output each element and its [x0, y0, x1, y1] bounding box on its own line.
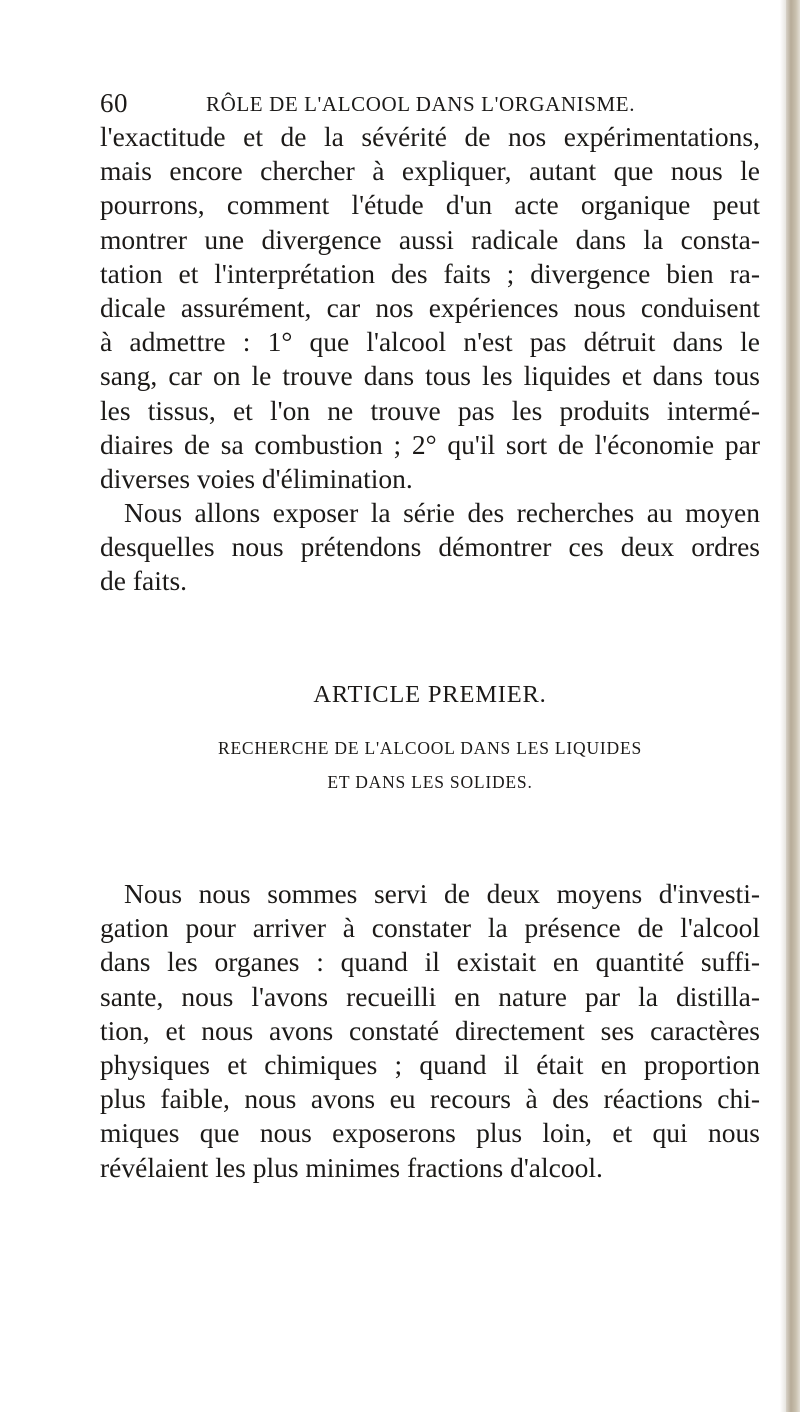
text-line: Nous allons exposer la série des recherches au moyen	[124, 497, 760, 529]
running-title: RÔLE DE L'ALCOOL DANS L'ORGANISME.	[206, 92, 636, 116]
article-subtitle: RECHERCHE DE L'ALCOOL DANS LES LIQUIDES	[217, 738, 643, 758]
text-line: montrer une divergence aussi radicale dans la consta-	[100, 223, 760, 255]
text-line: dicale assurément, car nos expériences nous conduisent	[100, 291, 760, 323]
article-subtitle: ET DANS LES SOLIDES.	[327, 772, 533, 792]
running-head	[100, 86, 660, 120]
text-line: de faits.	[100, 565, 188, 597]
text-line: gation pour arriver à constater la présence de l'alcool	[100, 912, 760, 944]
text-line: dans les organes : quand il existait en quantité suffi-	[100, 946, 760, 978]
text-line: plus faible, nous avons eu recours à des réactions chi-	[100, 1083, 760, 1115]
text-line: l'exactitude et de la sévérité de nos expérimentations,	[100, 121, 760, 152]
text-block-bottom	[100, 877, 760, 1185]
text-line: tion, et nous avons constaté directement ses caractères	[100, 1014, 760, 1046]
article-title: ARTICLE PREMIER.	[313, 681, 547, 708]
page-edge	[786, 0, 800, 1412]
text-line: tation et l'interprétation des faits ; divergence bien ra-	[100, 257, 760, 289]
text-line: mais encore chercher à expliquer, autant que nous le	[100, 155, 760, 187]
text-line: les tissus, et l'on ne trouve pas les produits intermé-	[100, 394, 760, 426]
text-line: à admettre : 1° que l'alcool n'est pas détruit dans le	[100, 326, 760, 358]
text-line: sante, nous l'avons recueilli en nature par la distilla-	[100, 980, 760, 1012]
text-line: sang, car on le trouve dans tous les liquides et dans tous	[100, 360, 760, 392]
text-line: pourrons, comment l'étude d'un acte organique peut	[100, 189, 760, 221]
text-block-top	[100, 120, 760, 599]
text-line: Nous nous sommes servi de deux moyens d'investi-	[124, 878, 760, 909]
text-line: physiques et chimiques ; quand il était en proportion	[100, 1048, 760, 1080]
text-line: diaires de sa combustion ; 2° qu'il sort de l'économie par	[100, 428, 760, 460]
text-line: desquelles nous prétendons démontrer ces deux ordres	[100, 531, 760, 563]
text-line: diverses voies d'élimination.	[100, 462, 413, 494]
text-line: révélaient les plus minimes fractions d'alcool.	[100, 1151, 603, 1183]
text-line: miques que nous exposerons plus loin, et qui nous	[100, 1117, 760, 1149]
page-number: 60	[100, 88, 128, 118]
